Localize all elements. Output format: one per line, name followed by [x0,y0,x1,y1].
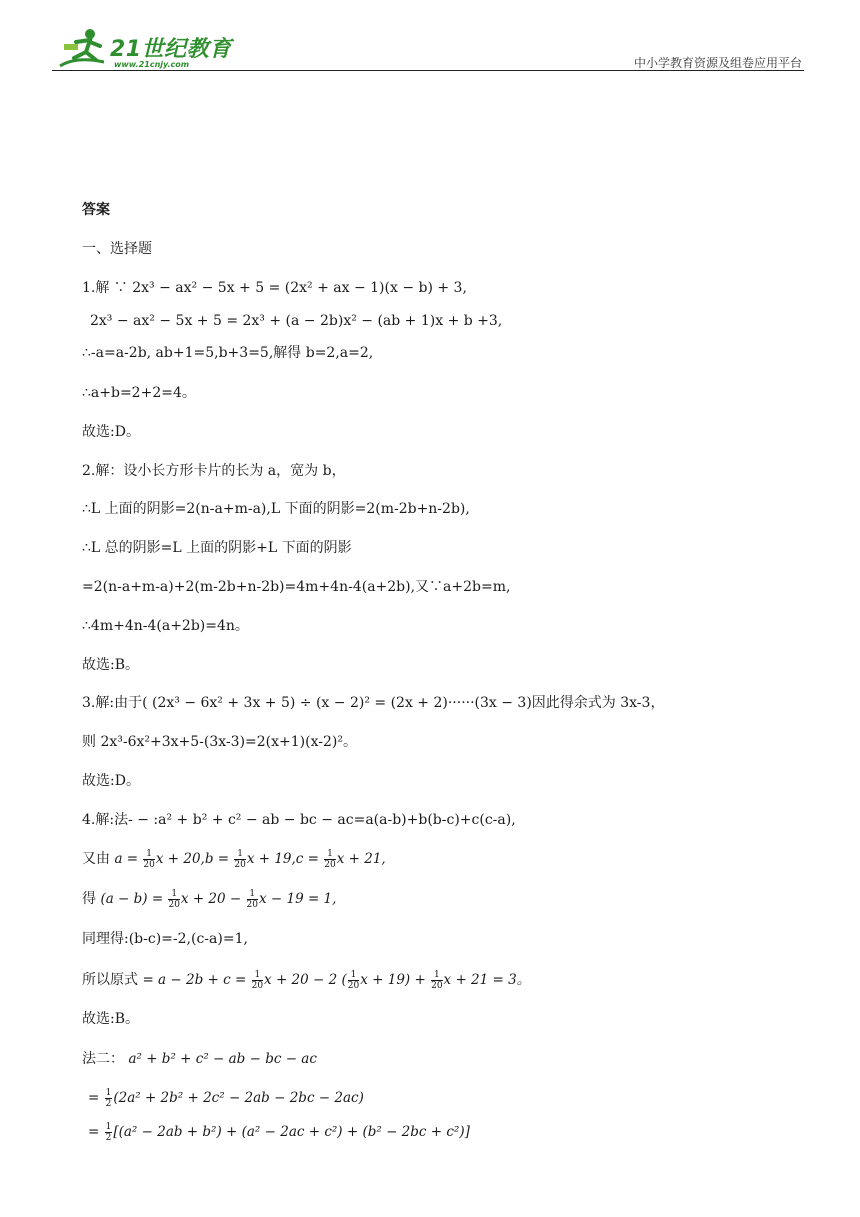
frac-num: 1 [105,1088,112,1098]
frac-den: 20 [347,981,360,991]
frac-num: 1 [348,970,359,981]
section-title: 一、选择题 [82,241,152,257]
line-20: 故选:B。 [82,1011,140,1027]
line-22 [88,1088,364,1109]
logo-url: www.21cnjy.com [114,60,190,69]
frac-num: 1 [247,889,258,900]
l16-d: x + 21, [336,851,386,867]
line-7: ∴L 上面的阴影=2(n-a+m-a),L 下面的阴影=2(m-2b+n-2b), [82,501,470,517]
frac-den: 20 [251,981,264,991]
l19-d: x + 21 = 3。 [443,972,531,988]
line-17 [82,889,336,910]
line-1: 1.解 ∵ 2x³ − ax² − 5x + 5 = (2x² + ax − 1)(x − b) + 3, [82,280,467,296]
line-6: 2.解：设小长方形卡片的长为 a，宽为 b， [82,463,346,479]
l19-c: x + 19) + [360,972,431,988]
frac-num: 1 [105,1122,112,1132]
line-21-label: 法二： [82,1051,124,1067]
line-12: 3.解:由于( (2x³ − 6x² + 3x + 5) ÷ (x − 2)² = (2x + 2)······(3x − 3)因此得余式为 3x-3， [82,695,665,711]
line-3: ∴-a=a-2b, ab+1=5,b+3=5,解得 b=2,a=2, [82,345,374,361]
frac-num: 1 [324,849,335,860]
logo [56,26,256,72]
line-19-label: 所以原式 [82,972,138,988]
l17-b: x + 20 − [180,891,246,907]
line-16-label: 又由 [82,851,110,867]
l21-expr: a² + b² + c² − ab − bc − ac [128,1051,317,1067]
frac-den: 20 [234,860,246,870]
frac-den: 2 [105,1133,112,1143]
line-13: 则 2x³-6x²+3x+5-(3x-3)=2(x+1)(x-2)²。 [82,734,357,750]
l19-a: = a − 2b + c = [142,972,251,988]
line-19 [82,970,530,991]
line-18: 同理得:(b-c)=-2,(c-a)=1, [82,931,248,947]
runner-logo-icon [56,26,108,70]
header-divider [52,70,804,71]
l19-b: x + 20 − 2 ( [264,972,347,988]
line-5: 故选:D。 [82,424,140,440]
line-21 [82,1049,317,1069]
frac-num: 1 [143,849,154,860]
frac-den: 20 [324,860,336,870]
eq-sign: = [88,1090,100,1106]
line-10: ∴4m+4n-4(a+2b)=4n。 [82,618,249,634]
line-16 [82,849,386,870]
line-2: 2x³ − ax² − 5x + 5 = 2x³ + (a − 2b)x² − (ab + 1)x + b +3, [90,313,503,329]
frac-den: 20 [431,981,443,991]
l17-a: (a − b) = [100,891,168,907]
platform-name: 中小学教育资源及组卷应用平台 [633,56,802,70]
l16-c: x + 19,c = [246,851,324,867]
l17-c: x − 19 = 1, [258,891,337,907]
l23-expr: [(a² − 2ab + b²) + (a² − 2ac + c²) + (b² − 2bc + c²)] [113,1124,470,1140]
heading: 答案 [82,202,110,218]
frac-den: 20 [143,860,155,870]
frac-num: 1 [234,849,245,860]
frac-den: 2 [105,1099,112,1109]
line-23 [88,1122,470,1143]
frac-num: 1 [252,970,263,981]
frac-num: 1 [431,970,442,981]
line-17-label: 得 [82,891,96,907]
l16-a: a = [114,851,143,867]
frac-den: 20 [168,900,180,910]
l16-b: x + 20,b = [155,851,234,867]
page-header [56,26,802,72]
line-11: 故选:B。 [82,657,140,673]
l22-expr: (2a² + 2b² + 2c² − 2ab − 2bc − 2ac) [113,1090,364,1106]
logo-text: 21世纪教育 [110,37,232,62]
line-9: =2(n-a+m-a)+2(m-2b+n-2b)=4m+4n-4(a+2b),又∵a+2b=m, [82,579,511,595]
line-4: ∴a+b=2+2=4。 [82,385,196,401]
line-15: 4.解:法- − :a² + b² + c² − ab − bc − ac=a(a-b)+b(b-c)+c(c-a), [82,812,516,828]
line-14: 故选:D。 [82,773,140,789]
frac-den: 20 [246,900,258,910]
frac-num: 1 [168,889,179,900]
eq-sign: = [88,1124,100,1140]
line-8: ∴L 总的阴影=L 上面的阴影+L 下面的阴影 [82,540,352,556]
